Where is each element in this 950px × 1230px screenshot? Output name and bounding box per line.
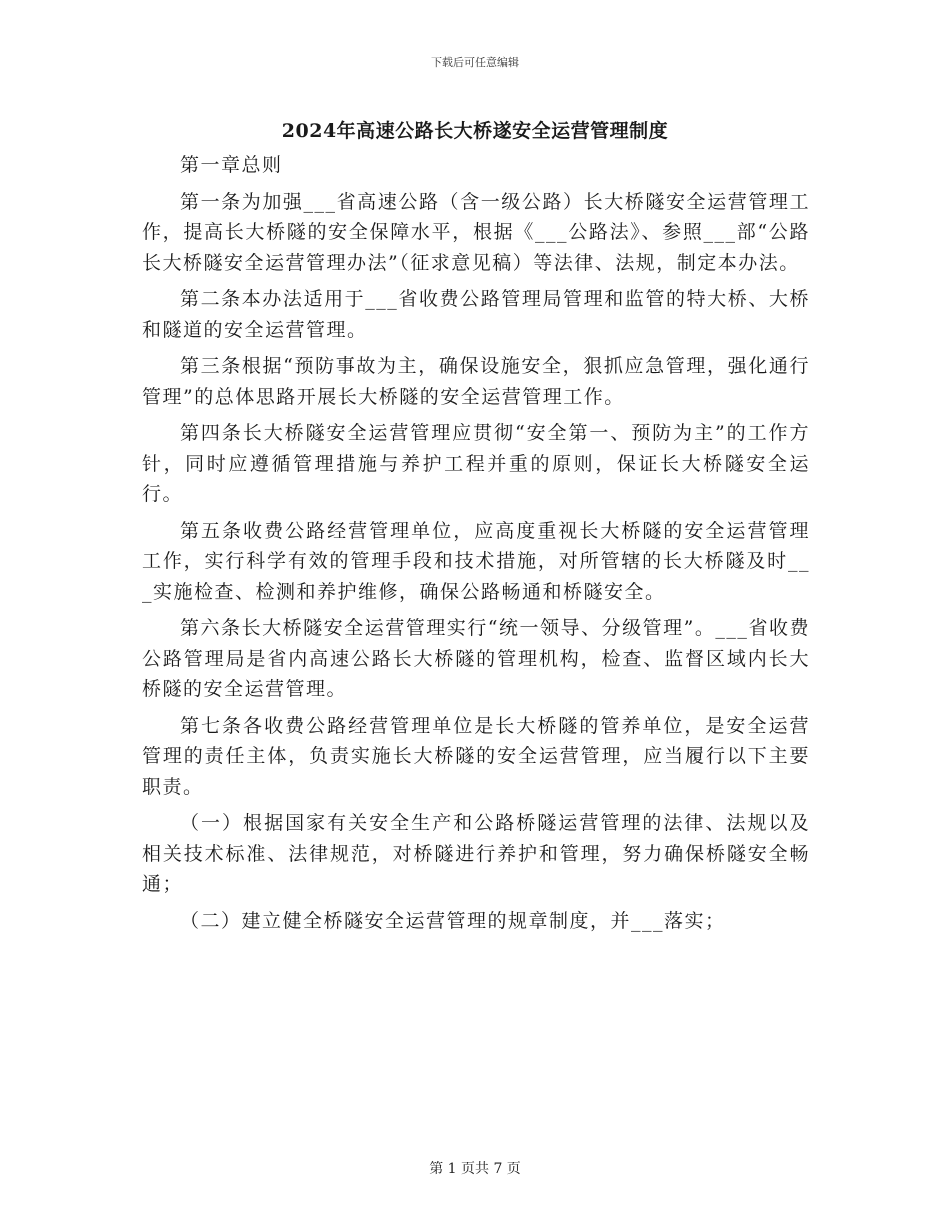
- paragraph-article-6: 第六条长大桥隧安全运营管理实行“统一领导、分级管理”。___省收费公路管理局是省内高速公路长大桥隧的管理机构，检查、监督区域内长大桥隧的安全运营管理。: [142, 617, 810, 700]
- paragraph-article-5: 第五条收费公路经营管理单位，应高度重视长大桥隧的安全运营管理工作，实行科学有效的管理手段和技术措施，对所管辖的长大桥隧及时___实施检查、检测和养护维修，确保公路畅通和桥隧安全。: [142, 519, 810, 603]
- paragraph-article-7: 第七条各收费公路经营管理单位是长大桥隧的管养单位，是安全运营管理的责任主体，负责实施长大桥隧的安全运营管理，应当履行以下主要职责。: [142, 714, 810, 798]
- paragraph-article-1: 第一条为加强___省高速公路（含一级公路）长大桥隧安全运营管理工作，提高长大桥隧的安全保障水平，根据《___公路法》、参照___部“公路长大桥隧安全运营管理办法”（征求意见稿）等法律、法规，制定本办法。: [142, 190, 810, 274]
- document-body: [142, 150, 810, 942]
- page-number-footer: 第 1 页共 7 页: [429, 1161, 521, 1177]
- paragraph-item-2: （二）建立健全桥隧安全运营管理的规章制度，并___落实；: [180, 909, 726, 932]
- paragraph-article-3: 第三条根据“预防事故为主，确保设施安全，狠抓应急管理，强化通行管理”的总体思路开展长大桥隧的安全运营管理工作。: [142, 355, 810, 408]
- paragraph-article-2: 第二条本办法适用于___省收费公路管理局管理和监管的特大桥、大桥和隧道的安全运营管理。: [142, 288, 810, 341]
- paragraph-item-1: （一）根据国家有关安全生产和公路桥隧运营管理的法律、法规以及相关技术标准、法律规范，对桥隧进行养护和管理，努力确保桥隧安全畅通；: [142, 812, 810, 895]
- paragraph-chapter-heading: 第一章总则: [180, 154, 283, 176]
- paragraph-article-4: 第四条长大桥隧安全运营管理应贯彻“安全第一、预防为主”的工作方针，同时应遵循管理措施与养护工程并重的原则，保证长大桥隧安全运行。: [142, 422, 810, 505]
- document-title: 2024年高速公路长大桥遂安全运营管理制度: [281, 120, 669, 142]
- page-header-note: 下载后可任意编辑: [431, 56, 519, 69]
